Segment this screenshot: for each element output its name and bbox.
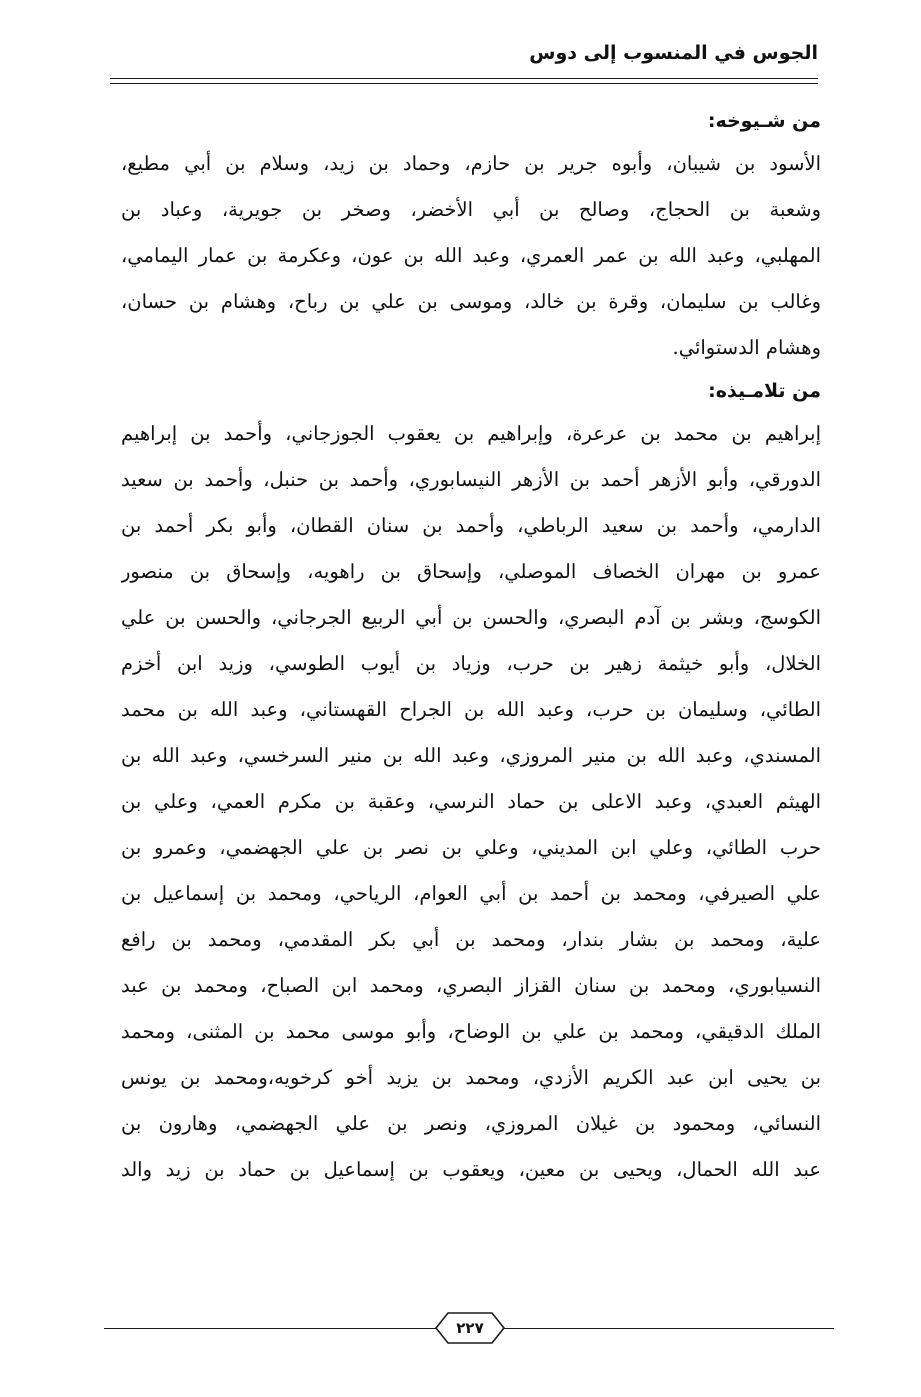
text-line: الدارمي، وأحمد بن سعيد الرباطي، وأحمد بن سنان القطان، وأبو بكر أحمد بن <box>121 514 821 537</box>
students-section <box>121 371 821 1193</box>
page-number-frame <box>434 1311 506 1345</box>
text-line: الهيثم العبدي، وعبد الاعلى بن حماد النرسي، وعقبة بن مكرم العمي، وعلي بن <box>121 790 821 813</box>
text-line: المهلبي، وعبد الله بن عمر العمري، وعبد الله بن عون، وعكرمة بن عمار اليمامي، <box>121 244 821 267</box>
section-heading: من تلامـيذه: <box>708 380 821 402</box>
page-body <box>121 101 821 1193</box>
running-header: الجوس في المنسوب إلى دوس <box>529 42 818 64</box>
text-line: الأسود بن شيبان، وأبوه جرير بن حازم، وحماد بن زيد، وسلام بن أبي مطيع، <box>121 152 821 175</box>
text-line: النسيابوري، ومحمد بن سنان القزاز البصري، ومحمد ابن الصباح، ومحمد بن عبد <box>121 974 821 997</box>
text-line: عمرو بن مهران الخصاف الموصلي، وإسحاق بن راهويه، وإسحاق بن منصور <box>121 560 821 583</box>
footer-rule-right <box>498 1328 834 1329</box>
page-number: ٢٢٧ <box>456 1319 484 1337</box>
footer-rule-left <box>104 1328 440 1329</box>
text-line: الخلال، وأبو خيثمة زهير بن حرب، وزياد بن أيوب الطوسي، وزيد ابن أخزم <box>121 652 821 675</box>
text-line: علي الصيرفي، ومحمد بن أحمد بن أبي العوام، الرياحي، ومحمد بن إسماعيل بن <box>121 882 821 905</box>
text-line: الدورقي، وأبو الأزهر أحمد بن الأزهر النيسابوري، وأحمد بن حنبل، وأحمد بن سعيد <box>121 468 821 491</box>
text-line: الطائي، وسليمان بن حرب، وعبد الله بن الجراح القهستاني، وعبد الله بن محمد <box>121 698 821 721</box>
text-line: حرب الطائي، وعلي ابن المديني، وعلي بن نصر بن علي الجهضمي، وعمرو بن <box>121 836 821 859</box>
text-line: الكوسج، وبشر بن آدم البصري، والحسن بن أبي الربيع الجرجاني، والحسن بن علي <box>121 606 821 629</box>
teachers-section <box>121 101 821 371</box>
text-line: عبد الله الحمال، ويحيى بن معين، ويعقوب بن إسماعيل بن حماد بن زيد والد <box>121 1158 821 1181</box>
text-line: الملك الدقيقي، ومحمد بن علي بن الوضاح، وأبو موسى محمد بن المثنى، ومحمد <box>121 1020 821 1043</box>
header-rule-thin <box>110 83 818 84</box>
text-line: إبراهيم بن محمد بن عرعرة، وإبراهيم بن يعقوب الجوزجاني، وأحمد بن إبراهيم <box>121 422 821 445</box>
text-line: بن يحيى ابن عبد الكريم الأزدي، ومحمد بن يزيد أخو كرخويه،ومحمد بن يونس <box>121 1066 821 1089</box>
text-line: النسائي، ومحمود بن غيلان المروزي، ونصر بن علي الجهضمي، وهارون بن <box>121 1112 821 1135</box>
text-line: علية، ومحمد بن بشار بندار، ومحمد بن أبي بكر المقدمي، ومحمد بن رافع <box>121 928 821 951</box>
text-line: المسندي، وعبد الله بن منير المروزي، وعبد الله بن منير السرخسي، وعبد الله بن <box>121 744 821 767</box>
text-line: وشعبة بن الحجاج، وصالح بن أبي الأخضر، وصخر بن جويرية، وعباد بن <box>121 198 821 221</box>
text-line: وهشام الدستوائي. <box>672 336 821 359</box>
section-heading: من شـيوخه: <box>707 110 821 132</box>
header-rule <box>110 78 818 79</box>
text-line: وغالب بن سليمان، وقرة بن خالد، وموسى بن علي بن رباح، وهشام بن حسان، <box>121 290 821 313</box>
